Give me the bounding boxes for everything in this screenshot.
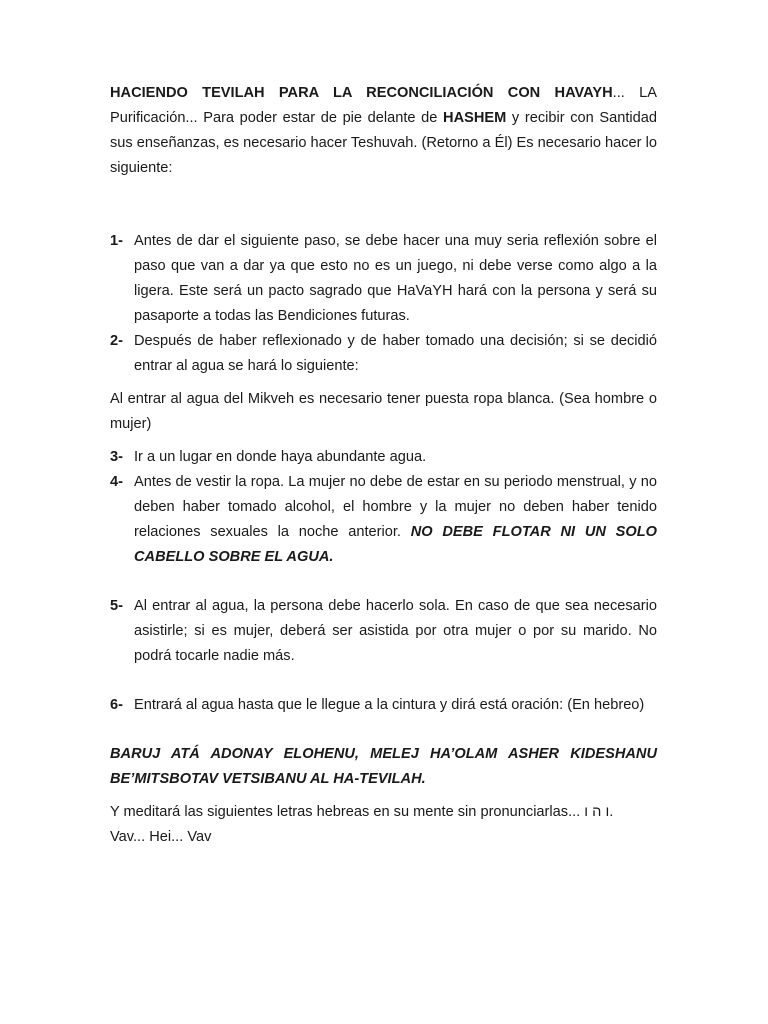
prayer-text: BARUJ ATÁ ADONAY ELOHENU, MELEJ HA’OLAM ASHER KIDESHANU BE’MITSBOTAV VETSIBANU AL HA-TEVILAH. xyxy=(110,746,657,787)
item-text: Al entrar al agua, la persona debe hacerlo sola. En caso de que sea necesario asistirle; si es mujer, deberá ser asistida por otra mujer o por su marido. No podrá tocarle nadie más. xyxy=(134,598,657,664)
item-text: Ir a un lugar en donde haya abundante agua. xyxy=(134,449,427,465)
list-item-3 xyxy=(110,445,657,470)
item-number: 5- xyxy=(110,598,123,614)
meditation-text: Y meditará las siguientes letras hebreas en su mente sin pronunciarlas... xyxy=(110,804,585,820)
item-text: Después de haber reflexionado y de haber tomado una decisión; si se decidió entrar al agua se hará lo siguiente: xyxy=(134,333,657,374)
list-item-1 xyxy=(110,229,657,329)
intro-text-2: y recibir con Santidad sus enseñanzas, es necesario hacer Teshuvah. (Retorno a Él) Es necesario hacer lo siguiente: xyxy=(110,110,657,176)
item-text: Antes de dar el siguiente paso, se debe hacer una muy seria reflexión sobre el paso que van a dar ya que esto no es un juego, ni debe verse como algo a la ligera. Este será un pacto sagrado que HaVaYH hará con la persona y será su pasaporte a todas las Bendiciones futuras. xyxy=(134,233,657,324)
document-title: HACIENDO TEVILAH PARA LA RECONCILIACIÓN CON HAVAYH xyxy=(110,85,613,101)
intro-paragraph xyxy=(110,81,657,181)
item-number: 6- xyxy=(110,697,123,713)
list-item-2 xyxy=(110,329,657,379)
item-number: 2- xyxy=(110,333,123,349)
list-item-4 xyxy=(110,470,657,570)
item-number: 4- xyxy=(110,474,123,490)
transliteration: Vav... Hei... Vav xyxy=(110,829,212,845)
list-item-6 xyxy=(110,693,657,718)
item-4-text: Antes de vestir la ropa. La mujer no debe de estar en su periodo menstrual, y no deben haber tomado alcohol, el hombre y la mujer no deben haber tenido relaciones sexuales la noche anterior. xyxy=(134,474,657,540)
list-item-5 xyxy=(110,594,657,669)
hashem-bold: HASHEM xyxy=(443,110,507,126)
item-number: 3- xyxy=(110,449,123,465)
meditation-paragraph xyxy=(110,800,657,850)
document-page xyxy=(110,81,657,850)
item-text xyxy=(134,470,657,570)
item-4-emphasis: NO DEBE FLOTAR NI UN SOLO CABELLO SOBRE EL AGUA. xyxy=(134,524,658,565)
intro-text-1: ... LA Purificación... Para poder estar de pie delante de xyxy=(110,85,657,126)
mikveh-paragraph: Al entrar al agua del Mikveh es necesario tener puesta ropa blanca. (Sea hombre o mujer) xyxy=(110,391,657,432)
item-number: 1- xyxy=(110,233,123,249)
item-text: Entrará al agua hasta que le llegue a la cintura y dirá está oración: (En hebreo) xyxy=(134,697,645,713)
hebrew-letters: ו ה ו. xyxy=(584,804,614,820)
